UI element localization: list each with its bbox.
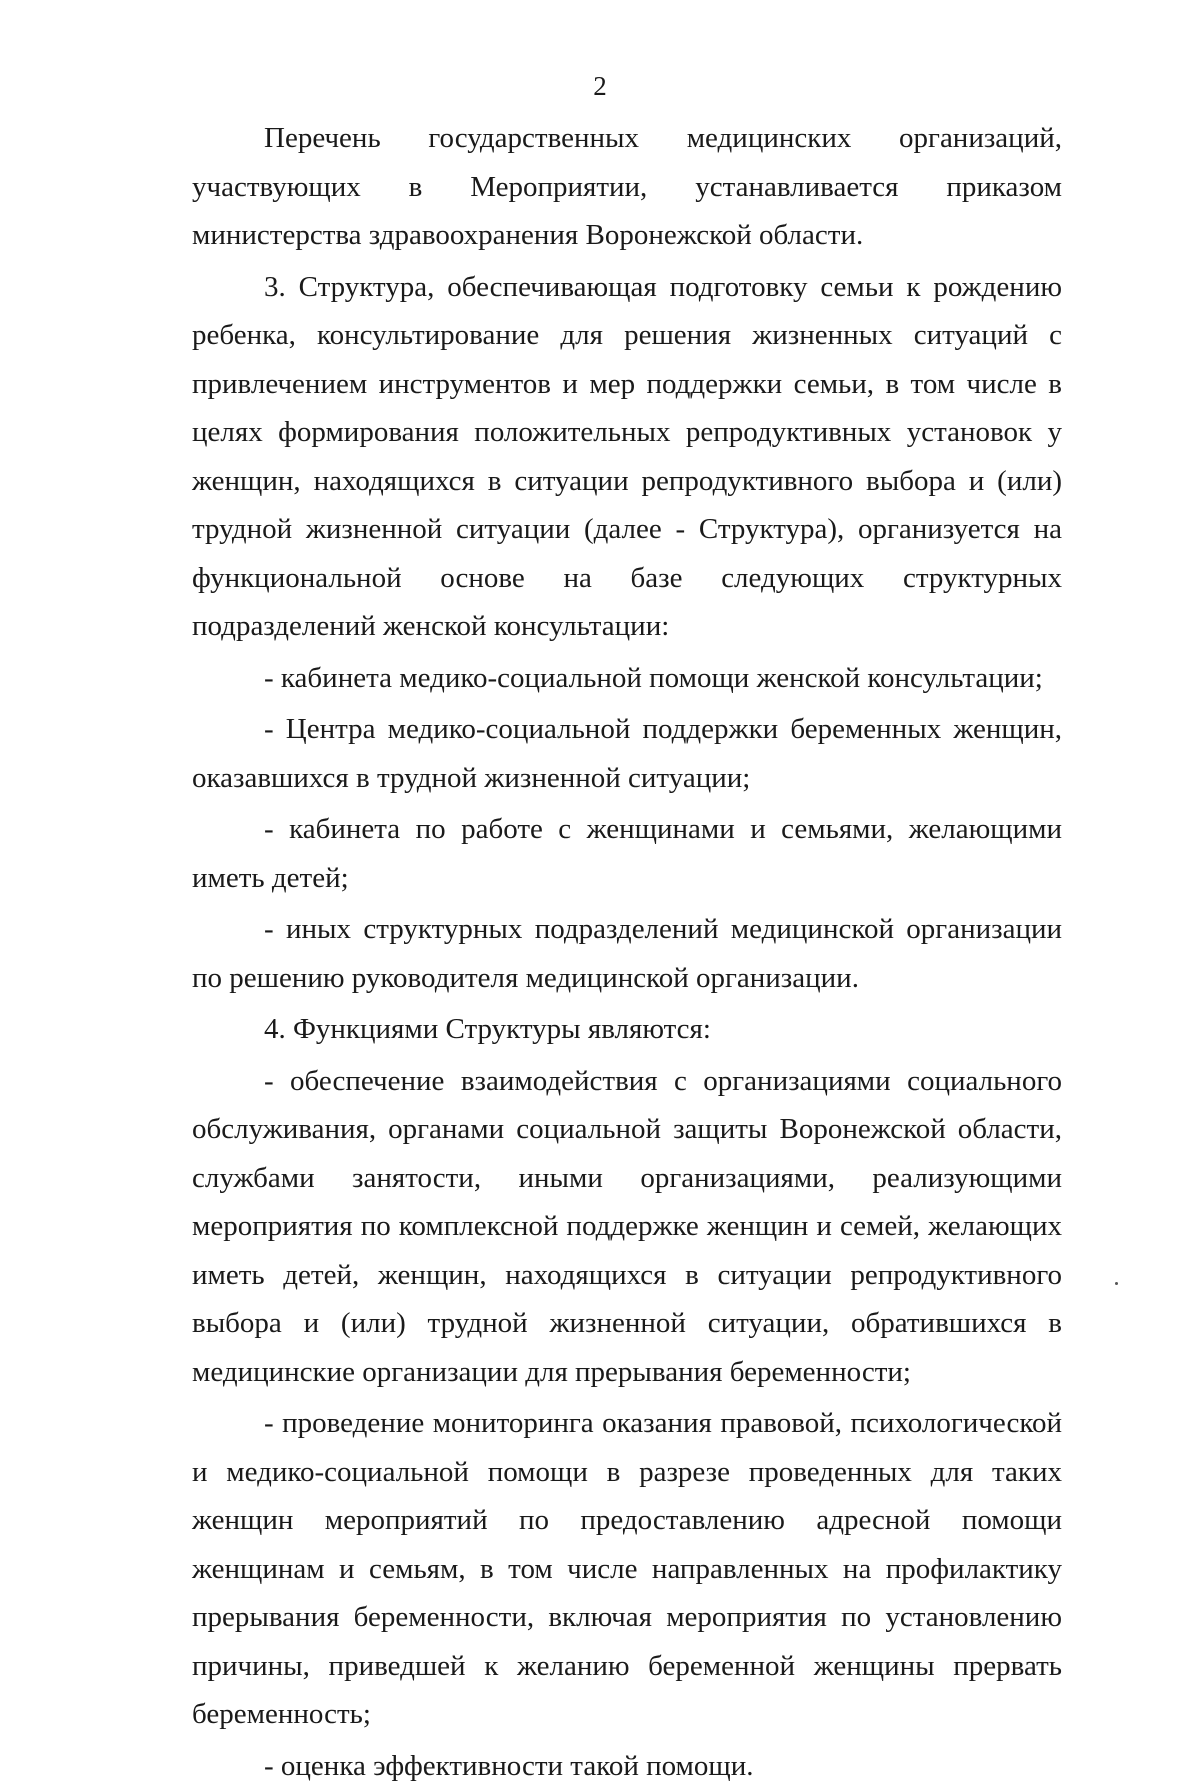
list-item-monitoring: - проведение мониторинга оказания правовой, психологической и медико-социальной помощи в разрезе проведенных для таких женщин мероприятий по предоставлению адресной помощи женщинам и семьям, в том числе направленных на профилактику прерывания беременности, включая мероприятия по установлению причины, приведшей к желанию беременной женщины прервать беременность; (192, 1399, 1062, 1739)
list-item-medical-social-office: - кабинета медико-социальной помощи женской консультации; (192, 654, 1062, 703)
paragraph-functions-heading: 4. Функциями Структуры являются: (192, 1005, 1062, 1054)
page-number: 2 (0, 70, 1200, 102)
paragraph-organizations-list: Перечень государственных медицинских организаций, участвующих в Мероприятии, устанавливается приказом министерства здравоохранения Воронежской области. (192, 114, 1062, 260)
paragraph-structure-definition: 3. Структура, обеспечивающая подготовку семьи к рождению ребенка, консультирование для решения жизненных ситуаций с привлечением инструментов и мер поддержки семьи, в том числе в целях формирования положительных репродуктивных установок у женщин, находящихся в ситуации репродуктивного выбора и (или) трудной жизненной ситуации (далее - Структура), организуется на функциональной основе на базе следующих структурных подразделений женской консультации: (192, 263, 1062, 651)
list-item-support-center: - Центра медико-социальной поддержки беременных женщин, оказавшихся в трудной жизненной ситуации; (192, 705, 1062, 802)
document-body (192, 114, 1062, 1790)
list-item-family-office: - кабинета по работе с женщинами и семьями, желающими иметь детей; (192, 805, 1062, 902)
list-item-evaluation: - оценка эффективности такой помощи. (192, 1742, 1062, 1790)
list-item-other-units: - иных структурных подразделений медицинской организации по решению руководителя медицинской организации. (192, 905, 1062, 1002)
list-item-interaction: - обеспечение взаимодействия с организациями социального обслуживания, органами социальной защиты Воронежской области, службами занятости, иными организациями, реализующими мероприятия по комплексной поддержке женщин и семей, желающих иметь детей, женщин, находящихся в ситуации репродуктивного выбора и (или) трудной жизненной ситуации, обратившихся в медицинские организации для прерывания беременности; (192, 1057, 1062, 1397)
scan-speck (1115, 1282, 1118, 1285)
